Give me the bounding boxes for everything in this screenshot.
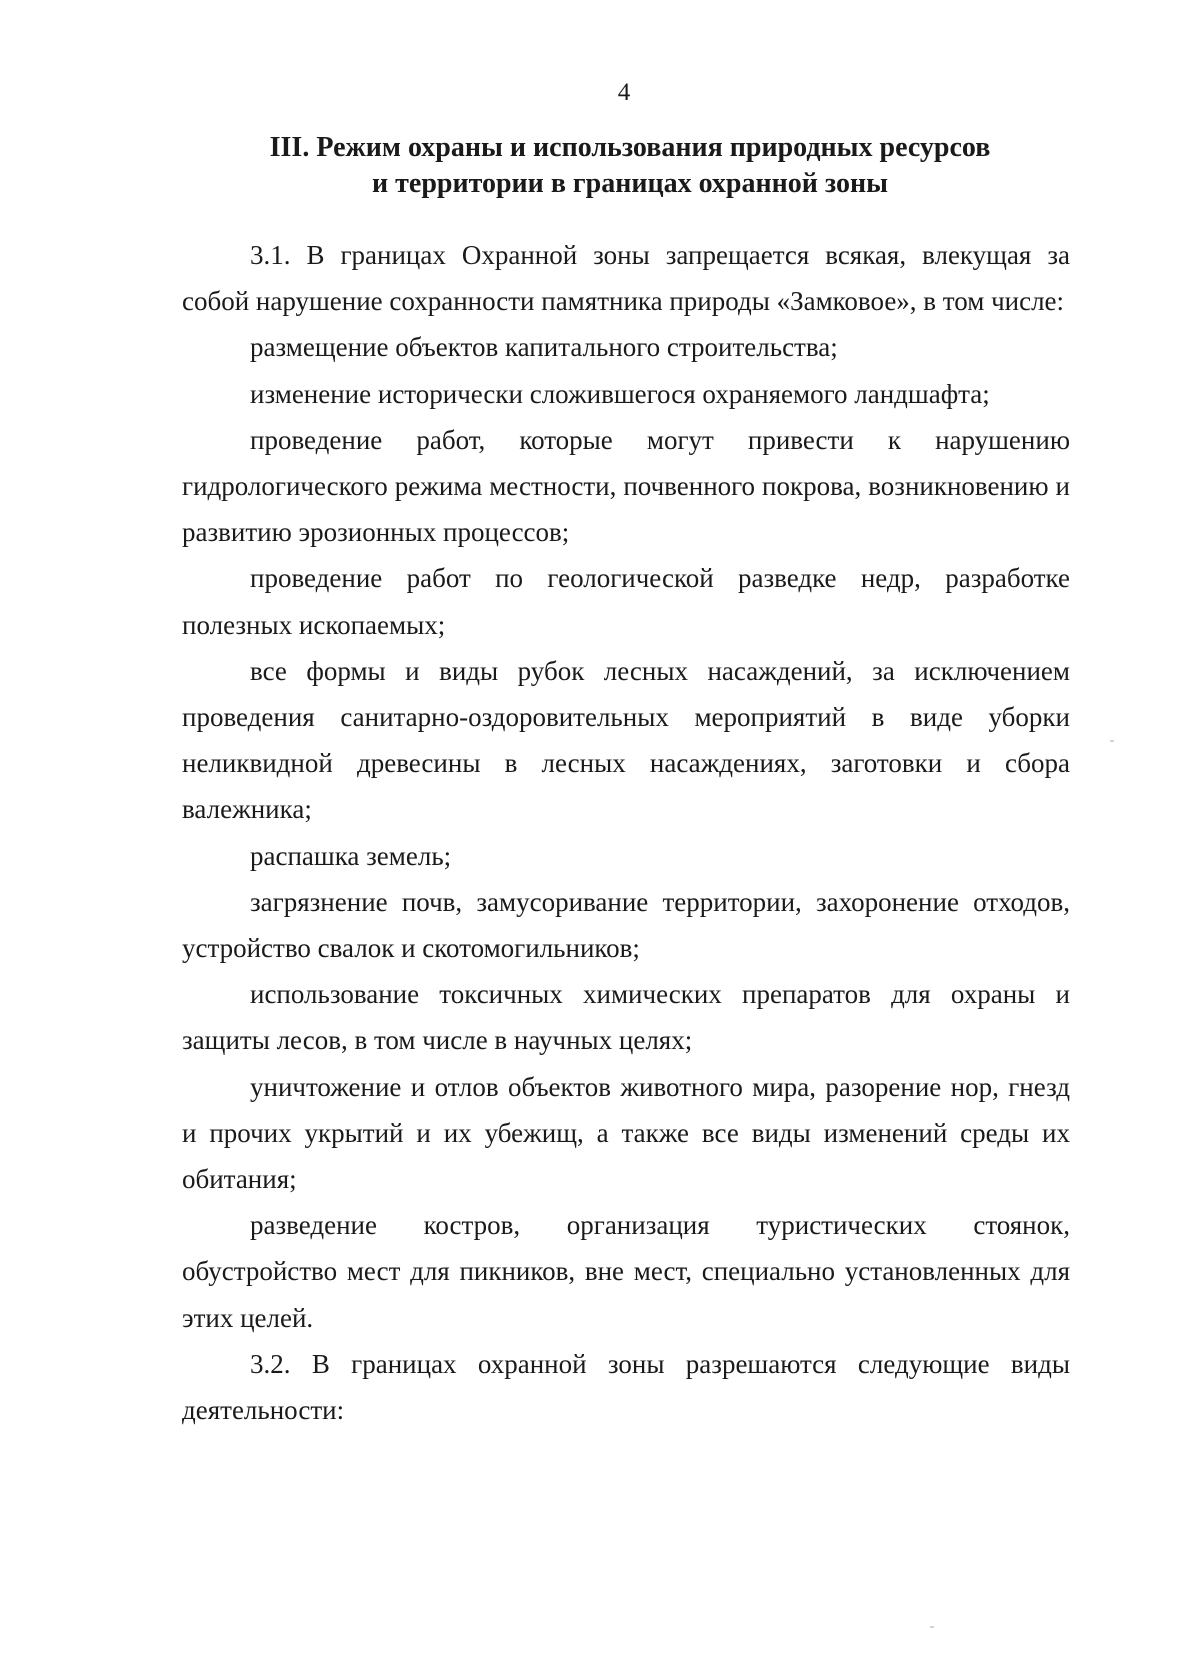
section-heading bbox=[180, 130, 1080, 202]
list-item-geological-exploration: проведение работ по геологической разведке недр, разработке полезных ископаемых; bbox=[182, 563, 1070, 640]
list-item-soil-pollution: загрязнение почв, замусоривание территории, захоронение отходов, устройство свалок и скотомогильников; bbox=[182, 886, 1070, 964]
list-item-toxic-chemicals: использование токсичных химических препаратов для охраны и защиты лесов, в том числе в научных целях; bbox=[182, 979, 1070, 1056]
list-item-capital-construction: размещение объектов капитального строительства; bbox=[250, 332, 838, 363]
list-item-wildlife-destruction: уничтожение и отлов объектов животного мира, разорение нор, гнезд и прочих укрытий и их убежищ, а также все виды изменений среды их обитания; bbox=[182, 1071, 1070, 1195]
page-number: 4 bbox=[617, 79, 631, 106]
section-heading-line-1: III. Режим охраны и использования природных ресурсов bbox=[269, 132, 991, 163]
paragraph-3-1: 3.1. В границах Охранной зоны запрещается всякая, влекущая за собой нарушение сохранности памятника природы «Замковое», в том числе: bbox=[182, 240, 1070, 317]
paragraph-3-2: 3.2. В границах охранной зоны разрешаются следующие виды деятельности: bbox=[182, 1348, 1070, 1426]
list-item-forest-logging: все формы и виды рубок лесных насаждений, за исключением проведения санитарно-оздоровительных мероприятий в виде уборки неликвидной древесины в лесных насаждениях, заготовки и сбора валежника; bbox=[182, 655, 1070, 825]
document-body bbox=[182, 232, 1070, 1433]
list-item-landscape-change: изменение исторически сложившегося охраняемого ландшафта; bbox=[250, 378, 990, 409]
list-item-campfires: разведение костров, организация туристических стоянок, обустройство мест для пикников, вне мест, специально установленных для этих целей. bbox=[182, 1210, 1070, 1333]
scan-speck bbox=[930, 1626, 934, 1628]
list-item-hydrological-works: проведение работ, которые могут привести к нарушению гидрологического режима местности, почвенного покрова, возникновению и развитию эрозионных процессов; bbox=[182, 424, 1070, 548]
scan-speck bbox=[1110, 740, 1114, 742]
section-heading-line-2: и территории в границах охранной зоны bbox=[372, 168, 888, 199]
list-item-ploughing: распашка земель; bbox=[250, 840, 452, 871]
